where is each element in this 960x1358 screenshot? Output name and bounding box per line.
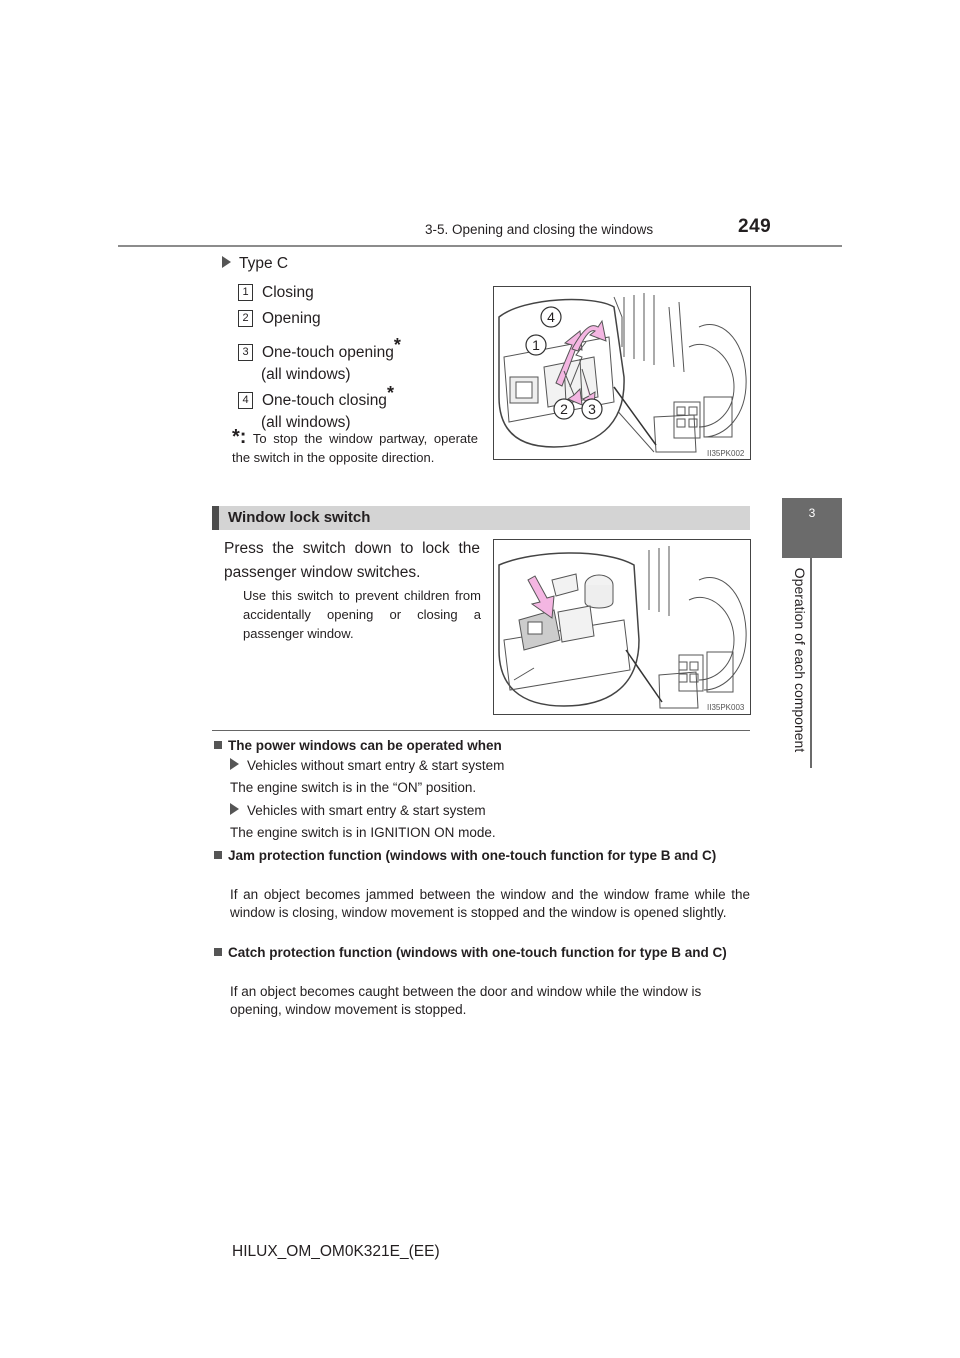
section-title: 3-5. Opening and closing the windows: [425, 222, 654, 237]
list-item: [238, 308, 321, 330]
item-number: 1: [238, 284, 253, 301]
item-text-line2: (all windows): [261, 366, 351, 383]
item-text: Closing: [262, 284, 314, 301]
variant-label: Vehicles with smart entry & start system: [230, 802, 486, 820]
note-title-jam: Jam protection function (windows with one-touch function for type B and C): [214, 847, 750, 865]
note-title-catch: Catch protection function (windows with one-touch function for type B and C): [214, 944, 750, 962]
callout-2: 2: [560, 401, 568, 417]
note-title-power: The power windows can be operated when: [214, 737, 502, 755]
chapter-title: Operation of each component: [792, 567, 808, 753]
jam-text: If an object becomes jammed between the window and the window frame while the window is closing, window movement is stopped and the window is opened slightly.: [230, 887, 750, 920]
window-switch-figure: [493, 286, 751, 460]
item-text: One-touch closing: [262, 392, 387, 409]
type-c-label: Type C: [222, 255, 288, 273]
figure-code: II35PK003: [707, 703, 745, 712]
lock-note: Use this switch to prevent children from accidentally opening or closing a passenger window.: [243, 588, 481, 641]
window-lock-figure: [493, 539, 751, 715]
callout-3: 3: [588, 401, 596, 417]
figure-code: II35PK002: [707, 449, 745, 458]
item-number: 4: [238, 392, 253, 409]
callout-1: 1: [532, 337, 540, 353]
footnote-text: To stop the window partway, operate the switch in the opposite direction.: [232, 431, 478, 465]
variant-label: Vehicles without smart entry & start system: [230, 757, 504, 775]
page-number: 249: [738, 216, 772, 237]
item-text: Opening: [262, 310, 321, 327]
item-number: 2: [238, 310, 253, 327]
item-number: 3: [238, 344, 253, 361]
item-text-line2: (all windows): [261, 414, 351, 431]
variant-text: The engine switch is in the “ON” position.: [230, 780, 477, 795]
asterisk: *: [393, 335, 401, 355]
list-item: [238, 382, 394, 434]
chapter-number: 3: [808, 506, 816, 520]
window-lock-illustration: [494, 540, 750, 714]
chapter-tab-line: [810, 558, 812, 768]
variant-text: The engine switch is in IGNITION ON mode.: [230, 825, 496, 840]
asterisk: *: [386, 383, 394, 403]
catch-text: If an object becomes caught between the door and window while the window is opening, window movement is stopped.: [230, 984, 702, 1017]
section-heading: Window lock switch: [212, 506, 750, 530]
list-item: [238, 334, 401, 386]
lock-instruction: Press the switch down to lock the passenger window switches.: [224, 540, 480, 581]
callout-4: 4: [547, 309, 555, 325]
footnote: [232, 428, 478, 467]
notes-rule: [212, 730, 750, 731]
footnote-mark: *:: [232, 426, 247, 448]
window-switch-illustration: [494, 287, 750, 459]
list-item: [238, 282, 314, 304]
document-code: HILUX_OM_OM0K321E_(EE): [232, 1243, 440, 1260]
header-rule: [118, 245, 842, 247]
item-text: One-touch opening: [262, 344, 394, 361]
